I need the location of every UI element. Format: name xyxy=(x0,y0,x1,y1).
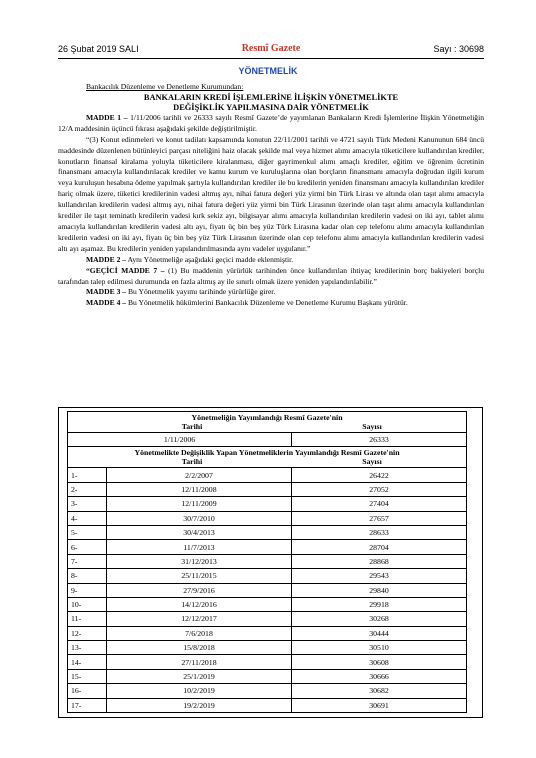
article-1-text: 1/11/2006 tarihli ve 26333 sayılı Resmî Gazete’de yayımlanan Bankaların Kredi İşlemlerine İlişkin Yönetmeliğin 12/A maddesinin üçüncü fıkrası aşağıdaki şekilde değiştirilmiştir. xyxy=(58,112,485,133)
row-number: 27657 xyxy=(292,511,467,525)
row-date: 2/2/2007 xyxy=(107,468,292,482)
row-index: 10- xyxy=(68,597,107,611)
table-row xyxy=(68,511,467,525)
col-number-header: Sayısı xyxy=(362,422,382,431)
row-date: 14/12/2016 xyxy=(107,597,292,611)
row-number: 30444 xyxy=(292,626,467,640)
row-date: 27/9/2016 xyxy=(107,583,292,597)
table-row xyxy=(68,554,467,568)
row-index: 7- xyxy=(68,554,107,568)
original-header-title: Yönetmeliğin Yayımlandığı Resmî Gazete'nin xyxy=(191,413,343,422)
masthead: Resmî Gazete xyxy=(241,43,301,54)
header-divider xyxy=(58,58,484,59)
row-number: 27052 xyxy=(292,482,467,496)
row-number: 26422 xyxy=(292,468,467,482)
row-number: 27404 xyxy=(292,497,467,511)
article-2-label: MADDE 2 – xyxy=(86,254,127,264)
article-3-text: Bu Yönetmelik yayımı tarihinde yürürlüğe girer. xyxy=(126,287,276,297)
table-row xyxy=(68,525,467,539)
row-date: 12/11/2009 xyxy=(107,497,292,511)
amendments-header-cols xyxy=(71,457,463,466)
article-4-label: MADDE 4 – xyxy=(86,298,127,308)
col-number-header-2: Sayısı xyxy=(362,457,382,467)
row-index: 3- xyxy=(68,497,107,511)
row-number: 30691 xyxy=(292,698,467,712)
row-date: 12/11/2008 xyxy=(107,482,292,496)
article-2 xyxy=(58,255,484,266)
original-date: 1/11/2006 xyxy=(68,433,292,447)
section-title: YÖNETMELİK xyxy=(238,66,298,76)
row-date: 12/12/2017 xyxy=(107,612,292,626)
col-date-header: Tarihi xyxy=(181,422,203,431)
row-number: 28633 xyxy=(292,525,467,539)
row-number: 30666 xyxy=(292,669,467,683)
amendment-rows xyxy=(68,468,467,713)
row-date: 11/7/2013 xyxy=(107,540,292,554)
issue-number: Sayı : 30698 xyxy=(433,44,484,54)
article-3-label: MADDE 3 – xyxy=(86,287,127,297)
article-3 xyxy=(58,287,484,298)
table-row xyxy=(68,612,467,626)
row-date: 30/4/2013 xyxy=(107,525,292,539)
temporary-article-7-label: “GEÇİCİ MADDE 7 – xyxy=(86,265,165,275)
original-header-cols xyxy=(71,422,463,431)
table-row xyxy=(68,684,467,698)
table-row xyxy=(68,655,467,669)
original-header-row xyxy=(68,412,467,433)
row-number: 30268 xyxy=(292,612,467,626)
row-number: 29840 xyxy=(292,583,467,597)
table-row xyxy=(68,540,467,554)
table-row xyxy=(68,669,467,683)
institution-line: Bankacılık Düzenleme ve Denetleme Kurumundan: xyxy=(86,82,244,91)
table-row xyxy=(68,482,467,496)
row-date: 15/8/2018 xyxy=(107,641,292,655)
regulation-title-2: DEĞİŞİKLİK YAPILMASINA DAİR YÖNETMELİK xyxy=(173,102,369,112)
amendment-history-box xyxy=(58,407,483,718)
row-number: 30608 xyxy=(292,655,467,669)
page-header xyxy=(58,44,484,58)
article-2-text: Aynı Yönetmeliğe aşağıdaki geçici madde eklenmiştir. xyxy=(126,254,294,264)
row-number: 28868 xyxy=(292,554,467,568)
amendments-header-row xyxy=(68,447,467,468)
amendment-history-table xyxy=(67,411,467,713)
row-number: 29918 xyxy=(292,597,467,611)
row-index: 11- xyxy=(68,612,107,626)
col-date-header-2: Tarihi xyxy=(181,457,203,467)
row-date: 30/7/2010 xyxy=(107,511,292,525)
table-row xyxy=(68,641,467,655)
row-index: 1- xyxy=(68,468,107,482)
article-4 xyxy=(58,298,484,309)
original-header xyxy=(68,412,467,433)
row-index: 6- xyxy=(68,540,107,554)
temporary-article-7 xyxy=(58,266,484,288)
temporary-article-7-text: (1) Bu maddenin yürürlük tarihinden önce kullandırılan ihtiyaç kredilerinin borç bakiyeleri borçlu tarafından talep edilmesi durumunda en fazla altmış ay ile sınırlı olmak üzere yeniden yapılandırılabilir.” xyxy=(58,265,484,286)
row-index: 2- xyxy=(68,482,107,496)
row-date: 27/11/2018 xyxy=(107,655,292,669)
regulation-body xyxy=(58,82,484,309)
article-4-text: Bu Yönetmelik hükümlerini Bankacılık Düzenleme ve Denetleme Kurumu Başkanı yürütür. xyxy=(126,298,408,308)
row-index: 17- xyxy=(68,698,107,712)
table-row xyxy=(68,468,467,482)
row-number: 30682 xyxy=(292,684,467,698)
regulation-title-1: BANKALARIN KREDİ İŞLEMLERİNE İLİŞKİN YÖNETMELİKTE xyxy=(143,92,399,102)
row-index: 8- xyxy=(68,569,107,583)
issue-date: 26 Şubat 2019 SALI xyxy=(58,44,139,54)
amendments-header xyxy=(68,447,467,468)
table-row xyxy=(68,497,467,511)
row-number: 30510 xyxy=(292,641,467,655)
row-date: 25/1/2019 xyxy=(107,669,292,683)
row-index: 9- xyxy=(68,583,107,597)
row-index: 12- xyxy=(68,626,107,640)
amendments-header-title: Yönetmelikte Değişiklik Yapan Yönetmeliklerin Yayımlandığı Resmî Gazete'nin xyxy=(134,448,400,458)
table-row xyxy=(68,597,467,611)
row-number: 29543 xyxy=(292,569,467,583)
row-index: 13- xyxy=(68,641,107,655)
row-index: 4- xyxy=(68,511,107,525)
row-index: 16- xyxy=(68,684,107,698)
row-date: 31/12/2013 xyxy=(107,554,292,568)
table-row xyxy=(68,583,467,597)
article-1 xyxy=(58,113,484,135)
row-index: 5- xyxy=(68,525,107,539)
row-date: 25/11/2015 xyxy=(107,569,292,583)
row-index: 15- xyxy=(68,669,107,683)
article-1-label: MADDE 1 – xyxy=(86,112,128,122)
row-date: 10/2/2019 xyxy=(107,684,292,698)
table-row xyxy=(68,698,467,712)
row-date: 19/2/2019 xyxy=(107,698,292,712)
table-row xyxy=(68,626,467,640)
table-row xyxy=(68,569,467,583)
original-row xyxy=(68,433,467,447)
row-index: 14- xyxy=(68,655,107,669)
original-number: 26333 xyxy=(292,433,467,447)
row-number: 28704 xyxy=(292,540,467,554)
row-date: 7/6/2018 xyxy=(107,626,292,640)
article-1-quote: “(3) Konut edinmeleri ve konut tadilatı kapsamında konutun 22/11/2001 tarihli ve 4721 sayılı Türk Medeni Kanununun 684 üncü maddesinde düzenlenen bütünleyici parçası niteliğini haiz olacak şekilde mal veya hizmet alımı amacıyla tüketicilere kullandırılan krediler, konutların finansal kiralama yoluyla tüketicilere kiralanması, diğer gayrimenkul alımı amaçlı krediler, eğitim ve öğrenim ücretinin finansmanı amacıyla kullandırılacak krediler ve kamu kurum ve kuruluşlarına olan borçların finansmanı amacıyla doğrudan ilgili kurum veya kuruluşun hesabına ödeme yapılmak şartıyla kullandırılan krediler ile bu kredilerin yeniden finansmanı amacıyla kullandırılan krediler hariç olmak üzere, tüketici kredilerinin vadesi altmış ayı, nihai fatura değeri yüz yirmi bin Türk Lirası ve altında olan taşıt alımı amacıyla kullandırılan kredilerin vadesi altmış ayı, nihai fatura değeri yüz yirmi bin Türk Lirasının üzerinde olan taşıt alımı amacıyla kullandırılan krediler ile taşıt teminatlı kredilerin vadesi kırk sekiz ayı, bilgisayar alımı amacıyla kullandırılan kredilerin vadesi on iki ayı, tablet alımı amacıyla kullandırılan kredilerin vadesi altı ayı, fiyatı üç bin beş yüz Türk Lirasına kadar olan cep telefonu alımı amacıyla kullandırılan kredilerin vadesi on iki ayı, fiyatı üç bin beş yüz Türk Lirasının üzerinde olan cep telefonu alımı amacıyla kullandırılan kredilerin vadesi altı ayı aşamaz. Bu kredilerin yeniden yapılandırılmasında aynı vadeler uygulanır.” xyxy=(58,134,484,253)
